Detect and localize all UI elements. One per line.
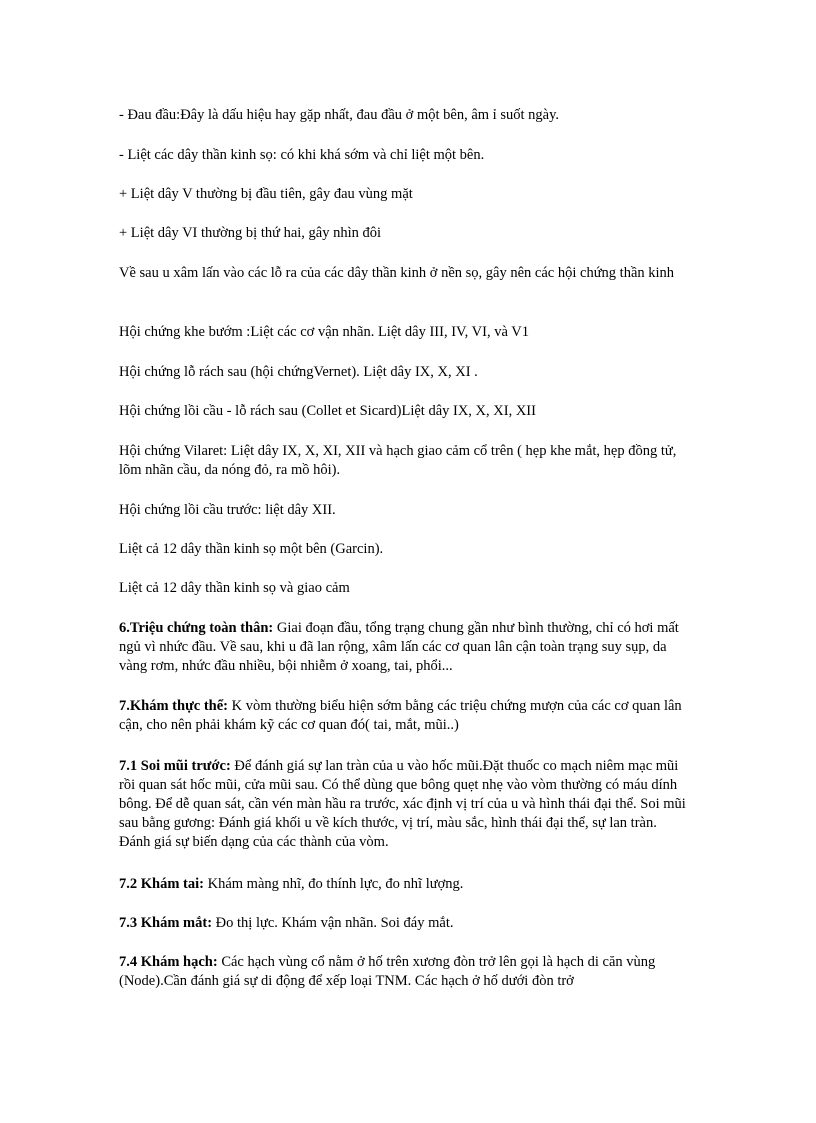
section-7-4-lymph-node-exam <box>119 953 689 991</box>
syndrome-garcin: Liệt cả 12 dây thần kinh sọ một bên (Garcin). <box>119 541 384 557</box>
section-7-2-ear-exam <box>119 875 689 894</box>
section-7-1-text: Để đánh giá sự lan tràn của u vào hốc mũi.Đặt thuốc co mạch niêm mạc mũi rồi quan sát hốc mũi, cửa mũi sau. Có thể dùng que bông quẹt nhẹ vào vòm thường có máu dính bông. Để dễ quan sát, cần vén màn hầu ra trước, xác định vị trí của u và hình thái đại thể. Soi mũi sau bằng gương: Đánh giá khối u về kích thước, vị trí, màu sắc, hình thái đại thể, sự lan tràn. Đánh giá sự biến dạng của các thành của vòm. <box>119 758 686 850</box>
section-7-1-anterior-rhinoscopy <box>119 757 689 852</box>
section-6-text: Giai đoạn đầu, tổng trạng chung gần như bình thường, chỉ có hơi mất ngủ vì nhức đầu. Về sau, khi u đã lan rộng, xâm lấn các cơ quan lân cận toàn trạng suy sụp, da vàng rơm, nhức đầu nhiều, bội nhiễm ở xoang, tai, phổi... <box>119 620 679 674</box>
all-cranial-nerves-sympathetic: Liệt cả 12 dây thần kinh sọ và giao cảm <box>119 580 350 596</box>
section-7-text: K vòm thường biểu hiện sớm bằng các triệu chứng mượn của các cơ quan lân cận, cho nên phải khám kỹ các cơ quan đó( tai, mắt, mũi..) <box>119 698 682 733</box>
syndrome-sphenoid-fissure: Hội chứng khe bướm :Liệt các cơ vận nhãn. Liệt dây III, IV, VI, và V1 <box>119 324 529 340</box>
section-7-2-text: Khám màng nhĩ, đo thính lực, đo nhĩ lượng. <box>203 876 464 892</box>
section-7-physical-exam <box>119 697 689 735</box>
nerve-vi-palsy: + Liệt dây VI thường bị thứ hai, gây nhìn đôi <box>119 225 382 241</box>
syndrome-collet-sicard: Hội chứng lồi cầu - lỗ rách sau (Collet et Sicard)Liệt dây IX, X, XI, XII <box>119 403 536 419</box>
section-7-3-eye-exam <box>119 914 689 933</box>
section-7-1-heading: 7.1 Soi mũi trước: <box>119 758 231 774</box>
syndrome-vernet: Hội chứng lỗ rách sau (hội chứngVernet). Liệt dây IX, X, XI . <box>119 364 478 380</box>
symptom-headache: - Đau đầu:Đây là dấu hiệu hay gặp nhất, đau đầu ở một bên, âm ỉ suốt ngày. <box>119 107 559 123</box>
symptom-cranial-nerve-palsy: - Liệt các dây thần kinh sọ: có khi khá sớm và chỉ liệt một bên. <box>119 147 485 163</box>
section-7-4-text: Các hạch vùng cổ nằm ở hố trên xương đòn trở lên gọi là hạch di căn vùng (Node).Cần đánh giá sự di động để xếp loại TNM. Các hạch ở hố dưới đòn trở <box>119 954 656 989</box>
section-6-systemic-symptoms <box>119 619 689 676</box>
section-7-3-heading: 7.3 Khám mắt: <box>119 915 213 931</box>
nerve-v-palsy: + Liệt dây V thường bị đầu tiên, gây đau vùng mặt <box>119 186 413 202</box>
syndrome-vilaret: Hội chứng Vilaret: Liệt dây IX, X, XI, XII và hạch giao cảm cổ trên ( hẹp khe mắt, hẹp đồng tử, lõm nhãn cầu, da nóng đỏ, ra mồ hôi). <box>119 443 677 478</box>
section-7-3-text: Đo thị lực. Khám vận nhãn. Soi đáy mắt. <box>212 915 454 931</box>
syndrome-anterior-condyle: Hội chứng lồi cầu trước: liệt dây XII. <box>119 502 336 518</box>
section-6-heading: 6.Triệu chứng toàn thân: <box>119 620 274 636</box>
section-7-heading: 7.Khám thực thể: <box>119 698 228 714</box>
section-7-2-heading: 7.2 Khám tai: <box>119 876 204 892</box>
section-7-4-heading: 7.4 Khám hạch: <box>119 954 218 970</box>
skull-base-invasion: Về sau u xâm lấn vào các lỗ ra của các dây thần kinh ở nền sọ, gây nên các hội chứng thần kinh <box>119 265 675 281</box>
